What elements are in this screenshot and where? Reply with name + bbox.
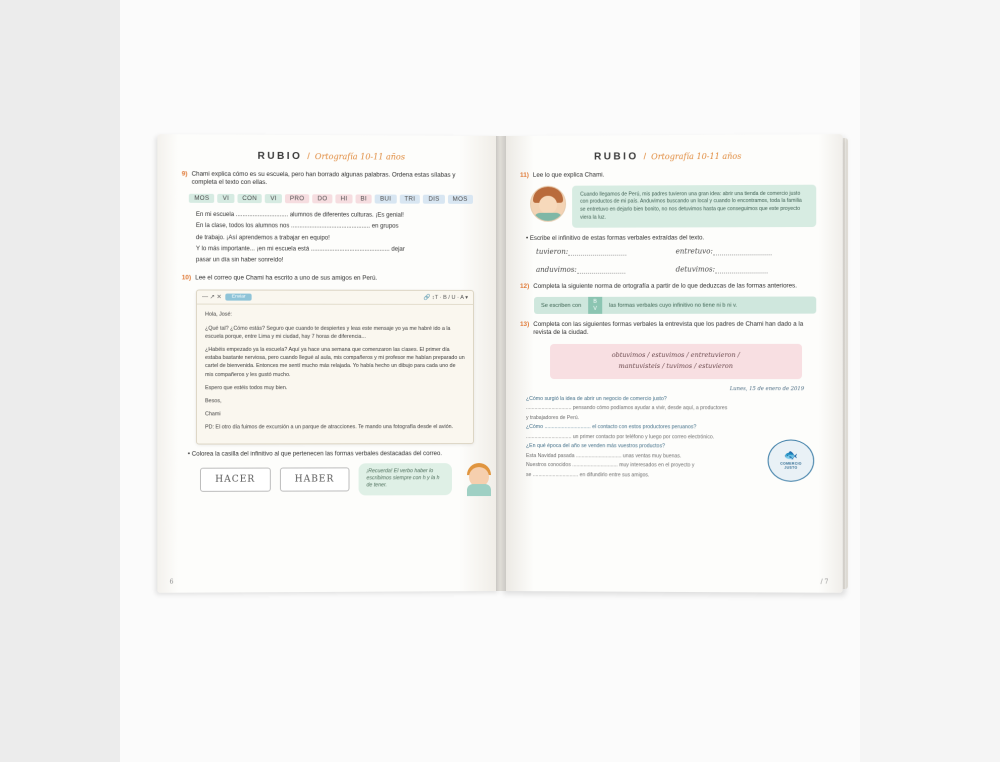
right-page-header	[520, 150, 816, 162]
infinitive-row[interactable]	[676, 265, 817, 274]
avatar	[530, 185, 566, 221]
exercise-9-text: Chami explica cómo es su escuela, pero han borrado algunas palabras. Ordena estas sílabas y completa el texto con ellas.	[191, 170, 456, 187]
email-paragraph: ¿Qué tal? ¿Cómo estás? Seguro que cuando te despiertes y leas este mensaje yo ya me habré ido a la escuela porque, entre Lima y mi ciudad, hay 7 horas de diferencia...	[205, 325, 451, 340]
email-client-mockup	[196, 290, 474, 444]
option-haber[interactable]: HABER	[280, 467, 350, 491]
interview-answer-line[interactable]: ................................ pensando cómo podíamos ayudar a vivir, desde aquí, a productores	[526, 405, 728, 412]
syllable-tiles	[182, 193, 480, 203]
syllable-tile[interactable]: BI	[355, 194, 372, 203]
email-toolbar	[197, 291, 473, 305]
brand-logo: RUBIO	[594, 151, 639, 163]
interview-question[interactable]: ¿Cómo ................................ el contacto con estos productores peruanos?	[526, 424, 697, 431]
interview-answer-line: y trabajadores de Perú.	[526, 414, 580, 421]
exercise-12	[520, 283, 816, 314]
exercise-11-number: 11)	[520, 171, 529, 179]
interview-answer-line[interactable]: Nuestros conocidos ................................ muy interesados en el proyecto y	[526, 462, 695, 469]
exercise-11	[520, 171, 816, 229]
exercise-13-number: 13)	[520, 321, 530, 329]
stamp-line-2: JUSTO	[784, 465, 798, 471]
stamp-line-1: COMERCIO	[780, 461, 802, 466]
syllable-tile[interactable]: DIS	[423, 194, 444, 203]
rule-right-text: las formas verbales cuyo infinitivo no tiene ni b ni v.	[602, 297, 816, 314]
syllable-tile[interactable]: BUI	[375, 194, 396, 203]
exercise-10	[182, 274, 480, 283]
email-paragraph: ¿Habéis empezado ya la escuela? Aquí ya hace una semana que comenzaron las clases. El primer día estaba bastante nerviosa, pero cuando llegué al aula, mis compañeros y mi profesor me habían preparado un cartel de bienvenida. Entonces me sentí mucho más relajada. Yo había hecho un dibujo para cada uno de mis compañeros y les gustó mucho.	[205, 346, 465, 378]
option-hacer[interactable]: HACER	[200, 467, 270, 491]
infinitive-instruction: • Escribe el infinitivo de estas formas verbales extraídas del texto.	[526, 234, 705, 243]
infinitive-options	[200, 462, 480, 497]
open-book	[160, 136, 840, 591]
colorea-instruction: • Colorea la casilla del infinitivo al que pertenecen las formas verbales destacadas del correo.	[187, 449, 443, 458]
header-slash: /	[307, 151, 310, 162]
chami-speech-block	[530, 184, 816, 228]
exercise-9	[182, 171, 480, 268]
interview-section	[526, 386, 816, 482]
infinitive-label: detuvimos:	[675, 265, 715, 275]
infinitive-row[interactable]	[536, 247, 676, 256]
syllable-tile[interactable]: CON	[237, 194, 262, 203]
exercise-9-fill-lines	[196, 210, 480, 268]
kid-illustration	[461, 462, 480, 496]
speech-bubble-text: Cuando llegamos de Perú, mis padres tuvieron una gran idea: abrir una tienda de comercio justo con productos de mi país. Anduvimos buscando un local y cuando lo encontramos, toda la familia se entretuvo en dejarlo bien bonito, no nos detuvimos hasta que conseguimos que este proyecto viera la luz.	[572, 184, 816, 228]
background-right	[860, 0, 1000, 762]
interview-answer-line[interactable]: Esta Navidad pasada ................................ unas ventas muy buenas.	[526, 452, 682, 460]
syllable-tile[interactable]: PRO	[285, 194, 310, 203]
email-paragraph: Besos,	[205, 398, 222, 405]
page-number-right: / 7	[820, 578, 829, 586]
interview-date: Lunes, 15 de enero de 2019	[729, 385, 805, 393]
verb-bank	[550, 344, 802, 379]
exercise-10-number: 10)	[181, 274, 192, 282]
email-paragraph: Chami	[205, 411, 221, 418]
verb-bank-row[interactable]: obtuvimos / estuvimos / entretuvieron /	[611, 350, 740, 359]
rule-box	[534, 297, 816, 314]
rule-option-b[interactable]: B	[593, 298, 597, 305]
page-number-right-value: 7	[824, 578, 829, 586]
exercise-9-number: 9)	[181, 170, 188, 178]
interview-answer-line[interactable]: se ................................ en difundirlo entre sus amigos.	[526, 472, 650, 479]
left-page	[157, 134, 500, 593]
syllable-tile[interactable]: VI	[218, 194, 235, 203]
page-number-left: 6	[169, 578, 174, 586]
window-controls[interactable]: — ↗ ✕	[202, 294, 222, 301]
exercise-10-text: Lee el correo que Chami ha escrito a uno de sus amigos en Perú.	[195, 274, 378, 282]
reminder-note: ¡Recuerda! El verbo haber lo escribimos siempre con h y la h de tener.	[358, 463, 451, 495]
infinitive-label: tuvieron:	[536, 248, 569, 257]
email-body	[197, 305, 473, 443]
fill-line[interactable]: En mi escuela ............................... alumnos de diferentes culturas. ¡Es genial!	[195, 211, 404, 219]
email-paragraph: Espero que estéis todos muy bien.	[205, 384, 288, 391]
fill-line[interactable]: Y lo más importante... ¡en mi escuela está ............................................... dejar	[195, 246, 405, 253]
verb-bank-row[interactable]: mantuvisteis / tuvimos / estuvieron	[618, 362, 733, 371]
header-slash: /	[643, 151, 647, 162]
send-button[interactable]: Enviar	[226, 294, 252, 301]
exercise-12-number: 12)	[520, 283, 530, 291]
infinitive-label: anduvimos:	[536, 266, 577, 275]
syllable-tile[interactable]: TRI	[399, 194, 420, 203]
rule-left-text: Se escriben con	[534, 297, 588, 314]
syllable-tile[interactable]: MOS	[448, 195, 473, 204]
syllable-tile[interactable]: VI	[265, 194, 282, 203]
infinitive-row[interactable]	[536, 265, 676, 274]
syllable-tile[interactable]: DO	[312, 194, 332, 203]
header-subject: Ortografía 10-11 años	[651, 151, 742, 162]
email-paragraph: PD: El otro día fuimos de excursión a un parque de atracciones. Te mando una fotografía desde el avión.	[205, 424, 454, 431]
right-page	[500, 134, 843, 593]
fill-line[interactable]: En la clase, todos los alumnos nos ............................................... en grupos	[195, 223, 399, 230]
background-left	[0, 0, 120, 762]
fill-line: pasar un día sin haber sonreído!	[195, 257, 284, 264]
infinitive-answer-grid	[536, 247, 816, 284]
format-toolbar[interactable]: 🔗 ↕T · B / U · A ▾	[423, 294, 468, 301]
fair-trade-stamp	[768, 439, 815, 481]
header-subject: Ortografía 10-11 años	[314, 152, 405, 162]
exercise-13-text: Completa con las siguientes formas verbales la entrevista que los padres de Chami han dado a la revista de la ciudad.	[533, 320, 804, 337]
email-greeting: Hola, José:	[205, 311, 232, 319]
infinitive-label: entretuvo:	[675, 247, 713, 256]
syllable-tile[interactable]: MOS	[189, 193, 214, 202]
exercise-12-text: Completa la siguiente norma de ortografía a partir de lo que deduzcas de las formas anteriores.	[533, 282, 797, 291]
exercise-13	[520, 321, 816, 379]
fill-line: de trabajo. ¡Así aprendemos a trabajar en equipo!	[195, 234, 330, 242]
brand-logo: RUBIO	[257, 150, 303, 163]
interview-answer-line[interactable]: ................................ un primer contacto por teléfono y luego por correo electrónico.	[526, 433, 715, 441]
exercise-11-text: Lee lo que explica Chami.	[532, 171, 605, 179]
interview-question: ¿En qué época del año se venden más vuestros productos?	[526, 443, 666, 450]
interview-question: ¿Cómo surgió la idea de abrir un negocio de comercio justo?	[526, 395, 667, 402]
book-spine	[496, 136, 506, 591]
infinitive-row[interactable]	[676, 247, 817, 256]
fish-icon: 🐟	[783, 449, 798, 462]
left-page-header	[182, 150, 480, 162]
rule-option-v[interactable]: V	[593, 305, 597, 312]
syllable-tile[interactable]: HI	[336, 194, 353, 203]
rule-bv-selector[interactable]	[588, 297, 602, 314]
